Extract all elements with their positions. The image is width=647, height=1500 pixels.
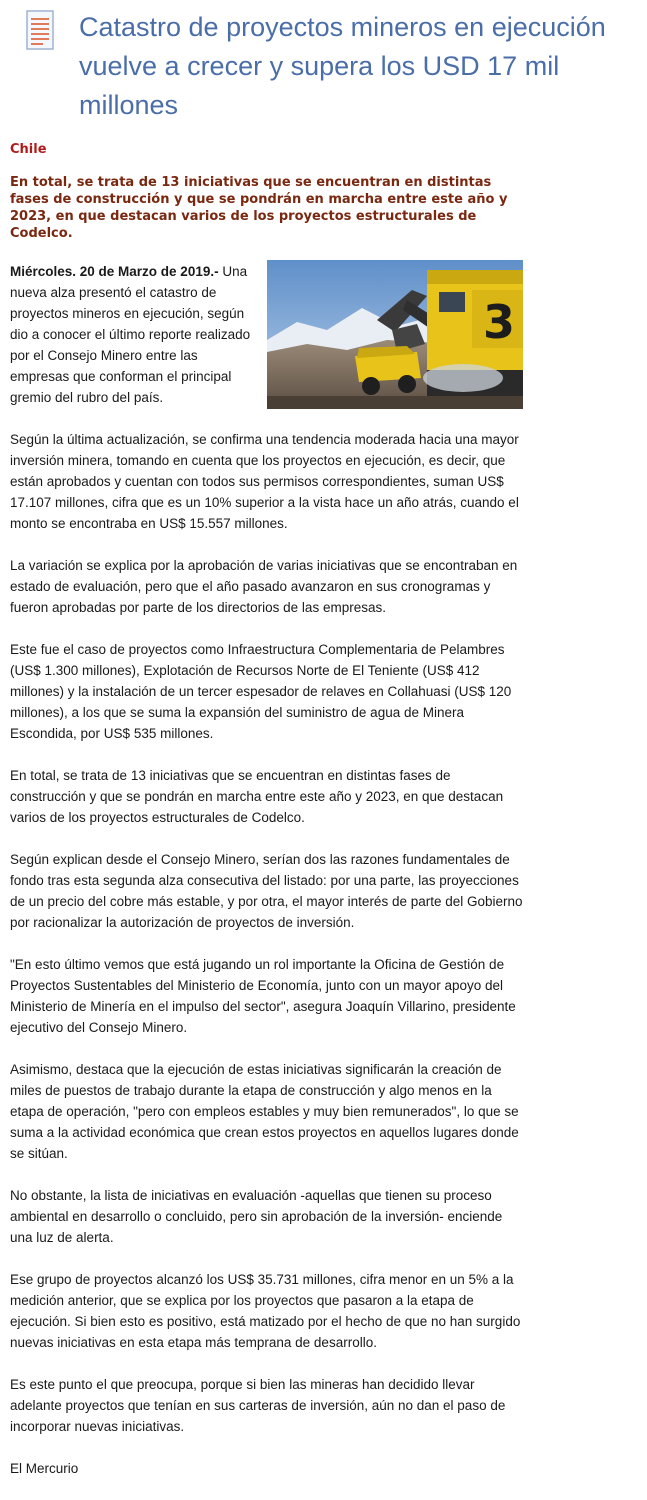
paragraph: No obstante, la lista de iniciativas en evaluación -aquellas que tienen su proceso ambiental en desarrollo o concluido, pero sin aprobación de la inversión- enciende una luz de alerta. [10, 1188, 503, 1245]
article-title: Catastro de proyectos mineros en ejecución vuelve a crecer y supera los USD 17 mil millones [79, 12, 606, 120]
paragraph: Este fue el caso de proyectos como Infraestructura Complementaria de Pelambres (US$ 1.300 millones), Explotación de Recursos Norte de El Teniente (US$ 412 millones) y la instalación de un tercer espesador de relaves en Collahuasi (US$ 120 millones), a los que se suma la expansión del suministro de agua de Minera Escondida, por US$ 535 millones. [10, 642, 512, 741]
paragraph: Es este punto el que preocupa, porque si bien las mineras han decidido llevar adelante proyectos que tenían en sus carteras de inversión, aún no dan el paso de incorporar nuevas iniciativas. [10, 1377, 506, 1434]
article-lead: En total, se trata de 13 iniciativas que se encuentran en distintas fases de construcción y que se pondrán en marcha entre este año y 2023, en que destacan varios de los proyectos estructurales de Codelco. [10, 175, 508, 241]
article-body [10, 261, 527, 1500]
paragraph: "En esto último vemos que está jugando un rol importante la Oficina de Gestión de Proyectos Sustentables del Ministerio de Economía, junto con un mayor apoyo del Ministerio de Minería en el impulso del sector", asegura Joaquín Villarino, presidente ejecutivo del Consejo Minero. [10, 957, 516, 1035]
paragraph: En total, se trata de 13 iniciativas que se encuentran en distintas fases de construcción y que se pondrán en marcha entre este año y 2023, en que destacan varios de los proyectos estructurales de Codelco. [10, 768, 504, 825]
article-date: Miércoles. 20 de Marzo de 2019.- [10, 264, 219, 279]
paragraph: Según la última actualización, se confirma una tendencia moderada hacia una mayor inversión minera, tomando en cuenta que los proyectos en ejecución, es decir, que están aprobados y cuentan con todos sus permisos correspondientes, suman US$ 17.107 millones, cifra que es un 10% superior a la vista hace un año atrás, cuando el monto se encontraba en US$ 15.557 millones. [10, 432, 519, 531]
paragraph: La variación se explica por la aprobación de varias iniciativas que se encontraban en estado de evaluación, pero que el año pasado avanzaron en sus cronogramas y fueron aprobadas por parte de los directorios de las empresas. [10, 558, 518, 615]
paragraph-text: Una nueva alza presentó el catastro de proyectos mineros en ejecución, según dio a conocer el último reporte realizado por el Consejo Minero entre las empresas que conforman el principal gremio del rubro del país. [10, 264, 251, 405]
document-icon [26, 10, 54, 50]
country-label: Chile [10, 142, 47, 157]
paragraph: Ese grupo de proyectos alcanzó los US$ 35.731 millones, cifra menor en un 5% a la medición anterior, que se explica por los proyectos que pasaron a la etapa de ejecución. Si bien esto es positivo, está matizado por el hecho de que no han surgido nuevas iniciativas en esta etapa más temprana de desarrollo. [10, 1272, 521, 1350]
paragraph: Según explican desde el Consejo Minero, serían dos las razones fundamentales de fondo tras esta segunda alza consecutiva del listado: por una parte, las proyecciones de un precio del cobre más estable, y por otra, el mayor interés de parte del Gobierno por racionalizar la autorización de proyectos de inversión. [10, 852, 523, 930]
paragraph [10, 261, 258, 408]
paragraph: Asimismo, destaca que la ejecución de estas iniciativas significarán la creación de miles de puestos de trabajo durante la etapa de construcción y algo menos en la etapa de operación, "pero con empleos estables y muy bien remunerados", lo que se suma a la actividad económica que crean estos proyectos en aquellos lugares donde se sitúan. [10, 1062, 519, 1161]
shovel-number: 3 [482, 295, 516, 349]
article-source: El Mercurio [10, 1461, 79, 1476]
